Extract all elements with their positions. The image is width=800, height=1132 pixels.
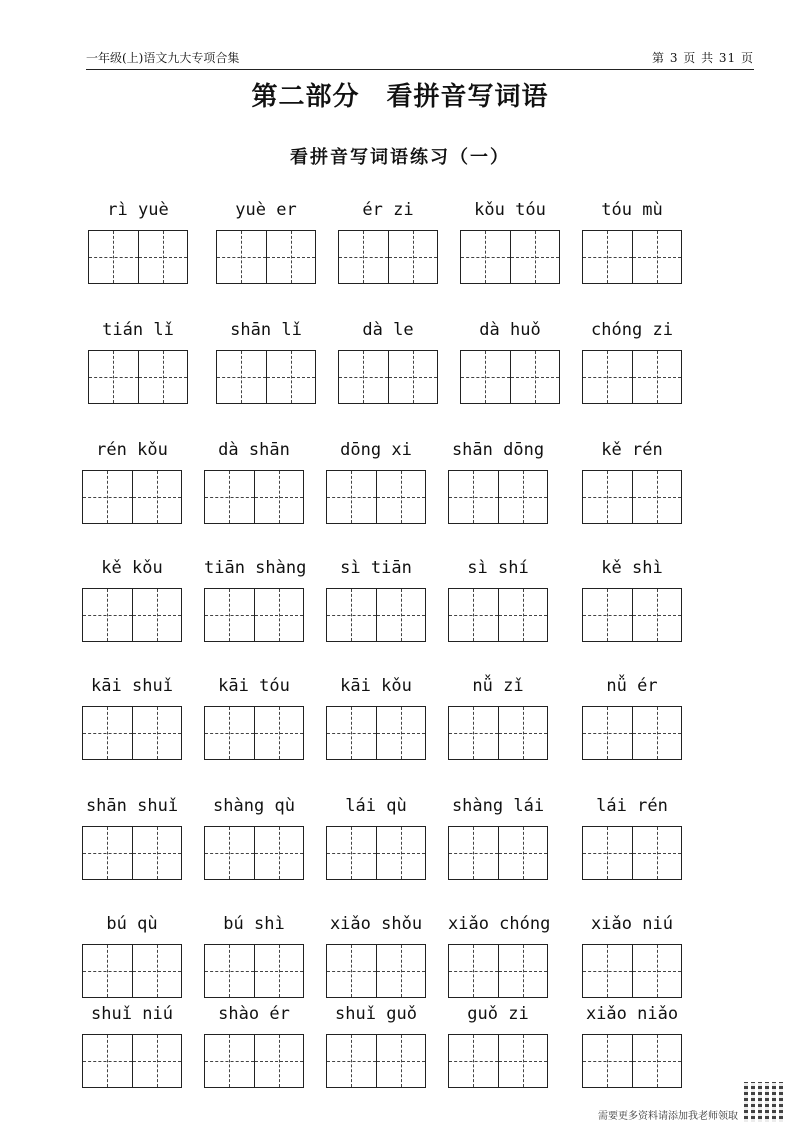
tianzige-box[interactable] xyxy=(327,589,376,641)
writing-grid xyxy=(460,350,560,404)
exercise-row xyxy=(0,558,800,658)
word-exercise xyxy=(338,200,442,284)
writing-grid xyxy=(326,706,426,760)
writing-grid xyxy=(448,826,548,880)
word-exercise xyxy=(82,796,186,880)
tianzige-box[interactable] xyxy=(217,231,266,283)
writing-grid xyxy=(448,706,548,760)
pinyin-label: guǒ zi xyxy=(467,1004,529,1024)
word-exercise xyxy=(326,558,430,642)
tianzige-box[interactable] xyxy=(632,707,682,759)
writing-grid xyxy=(338,350,438,404)
tianzige-box[interactable] xyxy=(254,827,304,879)
writing-grid xyxy=(204,826,304,880)
tianzige-box[interactable] xyxy=(89,231,138,283)
tianzige-box[interactable] xyxy=(89,351,138,403)
tianzige-box[interactable] xyxy=(632,1035,682,1087)
writing-grid xyxy=(582,944,682,998)
book-title: 一年级(上)语文九大专项合集 xyxy=(86,51,240,65)
writing-grid xyxy=(448,588,548,642)
pinyin-label: tiān shàng xyxy=(204,558,307,578)
tianzige-box[interactable] xyxy=(449,707,498,759)
tianzige-box[interactable] xyxy=(632,471,682,523)
writing-grid xyxy=(204,706,304,760)
word-exercise xyxy=(204,676,308,760)
tianzige-box[interactable] xyxy=(132,589,182,641)
writing-grid xyxy=(582,1034,682,1088)
tianzige-box[interactable] xyxy=(388,351,438,403)
word-exercise xyxy=(216,200,320,284)
pinyin-label: dà le xyxy=(362,320,414,340)
tianzige-box[interactable] xyxy=(498,471,548,523)
word-exercise xyxy=(448,914,552,998)
tianzige-box[interactable] xyxy=(449,471,498,523)
word-exercise xyxy=(582,558,686,642)
tianzige-box[interactable] xyxy=(266,351,316,403)
tianzige-box[interactable] xyxy=(327,471,376,523)
pinyin-label: tián lǐ xyxy=(102,320,174,340)
tianzige-box[interactable] xyxy=(583,707,632,759)
pinyin-label: xiǎo niú xyxy=(591,914,673,934)
pinyin-label: xiǎo chóng xyxy=(448,914,551,934)
pinyin-label: kě rén xyxy=(601,440,663,460)
tianzige-box[interactable] xyxy=(254,471,304,523)
writing-grid xyxy=(88,230,188,284)
tianzige-box[interactable] xyxy=(83,945,132,997)
writing-grid xyxy=(582,588,682,642)
pinyin-label: lái qù xyxy=(345,796,407,816)
pinyin-label: shān lǐ xyxy=(230,320,302,340)
tianzige-box[interactable] xyxy=(498,589,548,641)
tianzige-box[interactable] xyxy=(217,351,266,403)
tianzige-box[interactable] xyxy=(583,589,632,641)
word-exercise xyxy=(82,1004,186,1088)
pinyin-label: dà shān xyxy=(218,440,290,460)
tianzige-box[interactable] xyxy=(132,471,182,523)
tianzige-box[interactable] xyxy=(83,1035,132,1087)
tianzige-box[interactable] xyxy=(510,231,560,283)
tianzige-box[interactable] xyxy=(632,231,682,283)
tianzige-box[interactable] xyxy=(498,945,548,997)
tianzige-box[interactable] xyxy=(583,231,632,283)
writing-grid xyxy=(448,1034,548,1088)
word-exercise xyxy=(326,796,430,880)
pinyin-label: rén kǒu xyxy=(96,440,168,460)
pinyin-label: nǚ ér xyxy=(606,676,658,696)
tianzige-box[interactable] xyxy=(632,945,682,997)
exercise-row xyxy=(0,1004,800,1104)
tianzige-box[interactable] xyxy=(138,231,188,283)
writing-grid xyxy=(582,350,682,404)
tianzige-box[interactable] xyxy=(632,589,682,641)
writing-grid xyxy=(326,944,426,998)
word-exercise xyxy=(460,200,564,284)
tianzige-box[interactable] xyxy=(327,945,376,997)
word-exercise xyxy=(448,796,552,880)
word-exercise xyxy=(582,796,686,880)
word-exercise xyxy=(82,558,186,642)
tianzige-box[interactable] xyxy=(498,707,548,759)
word-exercise xyxy=(82,440,186,524)
word-exercise xyxy=(204,440,308,524)
word-exercise xyxy=(582,914,686,998)
writing-grid xyxy=(204,1034,304,1088)
exercise-row xyxy=(0,440,800,540)
pinyin-label: nǚ zǐ xyxy=(472,676,524,696)
tianzige-box[interactable] xyxy=(138,351,188,403)
word-exercise xyxy=(448,1004,552,1088)
tianzige-box[interactable] xyxy=(132,707,182,759)
tianzige-box[interactable] xyxy=(83,589,132,641)
page-header xyxy=(86,46,754,70)
pinyin-label: bú qù xyxy=(106,914,158,934)
tianzige-box[interactable] xyxy=(632,827,682,879)
footer-note: 需要更多资料请添加我老师领取 xyxy=(598,1111,738,1122)
pinyin-label: kě kǒu xyxy=(101,558,163,578)
exercise-title: 看拼音写词语练习（一） xyxy=(290,147,510,168)
word-exercise xyxy=(326,440,430,524)
tianzige-box[interactable] xyxy=(327,707,376,759)
word-exercise xyxy=(582,320,686,404)
word-exercise xyxy=(204,796,308,880)
pinyin-label: lái rén xyxy=(596,796,668,816)
pinyin-label: tóu mù xyxy=(601,200,663,220)
writing-grid xyxy=(82,588,182,642)
tianzige-box[interactable] xyxy=(132,827,182,879)
tianzige-box[interactable] xyxy=(205,1035,254,1087)
word-exercise xyxy=(326,676,430,760)
tianzige-box[interactable] xyxy=(376,589,426,641)
writing-grid xyxy=(338,230,438,284)
word-exercise xyxy=(326,914,430,998)
word-exercise xyxy=(582,440,686,524)
tianzige-box[interactable] xyxy=(205,471,254,523)
pinyin-label: yuè er xyxy=(235,200,297,220)
writing-grid xyxy=(216,230,316,284)
writing-grid xyxy=(82,1034,182,1088)
page-title: 第二部分 看拼音写词语 xyxy=(251,82,549,112)
exercise-row xyxy=(0,796,800,896)
word-exercise xyxy=(448,676,552,760)
writing-grid xyxy=(582,470,682,524)
tianzige-box[interactable] xyxy=(449,1035,498,1087)
pinyin-label: shào ér xyxy=(218,1004,290,1024)
tianzige-box[interactable] xyxy=(339,231,388,283)
word-exercise xyxy=(582,1004,686,1088)
tianzige-box[interactable] xyxy=(83,471,132,523)
writing-grid xyxy=(448,944,548,998)
writing-grid xyxy=(326,826,426,880)
tianzige-box[interactable] xyxy=(83,707,132,759)
pinyin-label: dōng xi xyxy=(340,440,412,460)
pinyin-label: shān shuǐ xyxy=(85,796,179,816)
tianzige-box[interactable] xyxy=(376,827,426,879)
writing-grid xyxy=(448,470,548,524)
tianzige-box[interactable] xyxy=(132,945,182,997)
tianzige-box[interactable] xyxy=(132,1035,182,1087)
tianzige-box[interactable] xyxy=(461,231,510,283)
writing-grid xyxy=(204,944,304,998)
tianzige-box[interactable] xyxy=(339,351,388,403)
writing-grid xyxy=(82,944,182,998)
writing-grid xyxy=(582,230,682,284)
tianzige-box[interactable] xyxy=(327,1035,376,1087)
word-exercise xyxy=(88,200,192,284)
exercise-row xyxy=(0,676,800,776)
pinyin-label: kě shì xyxy=(601,558,663,578)
pinyin-label: kǒu tóu xyxy=(474,200,546,220)
tianzige-box[interactable] xyxy=(205,589,254,641)
word-exercise xyxy=(204,558,308,642)
tianzige-box[interactable] xyxy=(205,945,254,997)
tianzige-box[interactable] xyxy=(254,589,304,641)
writing-grid xyxy=(82,470,182,524)
pinyin-label: rì yuè xyxy=(107,200,169,220)
tianzige-box[interactable] xyxy=(449,827,498,879)
tianzige-box[interactable] xyxy=(583,945,632,997)
tianzige-box[interactable] xyxy=(376,707,426,759)
word-exercise xyxy=(82,676,186,760)
tianzige-box[interactable] xyxy=(583,471,632,523)
tianzige-box[interactable] xyxy=(461,351,510,403)
tianzige-box[interactable] xyxy=(83,827,132,879)
tianzige-box[interactable] xyxy=(632,351,682,403)
word-exercise xyxy=(582,676,686,760)
word-exercise xyxy=(326,1004,430,1088)
pinyin-label: ér zi xyxy=(362,200,414,220)
writing-grid xyxy=(582,826,682,880)
tianzige-box[interactable] xyxy=(498,827,548,879)
pinyin-label: xiǎo shǒu xyxy=(329,914,423,934)
writing-grid xyxy=(88,350,188,404)
pinyin-label: shàng lái xyxy=(451,796,545,816)
qr-code-icon xyxy=(744,1082,784,1122)
pinyin-label: kāi kǒu xyxy=(340,676,412,696)
exercise-row xyxy=(0,320,800,420)
tianzige-box[interactable] xyxy=(205,827,254,879)
word-exercise xyxy=(204,1004,308,1088)
tianzige-box[interactable] xyxy=(376,945,426,997)
writing-grid xyxy=(204,588,304,642)
tianzige-box[interactable] xyxy=(449,589,498,641)
tianzige-box[interactable] xyxy=(583,1035,632,1087)
tianzige-box[interactable] xyxy=(388,231,438,283)
tianzige-box[interactable] xyxy=(583,351,632,403)
word-exercise xyxy=(460,320,564,404)
tianzige-box[interactable] xyxy=(510,351,560,403)
word-exercise xyxy=(82,914,186,998)
tianzige-box[interactable] xyxy=(254,707,304,759)
tianzige-box[interactable] xyxy=(266,231,316,283)
writing-grid xyxy=(82,826,182,880)
pinyin-label: xiǎo niǎo xyxy=(585,1004,679,1024)
pinyin-label: dà huǒ xyxy=(479,320,541,340)
pinyin-label: shuǐ guǒ xyxy=(335,1004,417,1024)
writing-grid xyxy=(216,350,316,404)
pinyin-label: chóng zi xyxy=(591,320,673,340)
pinyin-label: shàng qù xyxy=(213,796,295,816)
word-exercise xyxy=(582,200,686,284)
writing-grid xyxy=(326,588,426,642)
tianzige-box[interactable] xyxy=(254,945,304,997)
writing-grid xyxy=(82,706,182,760)
writing-grid xyxy=(326,1034,426,1088)
pinyin-label: shuǐ niú xyxy=(91,1004,173,1024)
exercise-row xyxy=(0,914,800,1014)
word-exercise xyxy=(448,558,552,642)
tianzige-box[interactable] xyxy=(376,1035,426,1087)
pinyin-label: kāi shuǐ xyxy=(91,676,173,696)
pinyin-label: sì tiān xyxy=(340,558,412,578)
tianzige-box[interactable] xyxy=(583,827,632,879)
word-exercise xyxy=(448,440,552,524)
tianzige-box[interactable] xyxy=(254,1035,304,1087)
tianzige-box[interactable] xyxy=(376,471,426,523)
word-exercise xyxy=(88,320,192,404)
tianzige-box[interactable] xyxy=(205,707,254,759)
tianzige-box[interactable] xyxy=(327,827,376,879)
word-exercise xyxy=(216,320,320,404)
pinyin-label: bú shì xyxy=(223,914,285,934)
tianzige-box[interactable] xyxy=(498,1035,548,1087)
tianzige-box[interactable] xyxy=(449,945,498,997)
pinyin-label: kāi tóu xyxy=(218,676,290,696)
writing-grid xyxy=(582,706,682,760)
page-number: 第 3 页 共 31 页 xyxy=(652,51,754,65)
word-exercise xyxy=(204,914,308,998)
writing-grid xyxy=(326,470,426,524)
word-exercise xyxy=(338,320,442,404)
pinyin-label: sì shí xyxy=(467,558,529,578)
pinyin-label: shān dōng xyxy=(451,440,545,460)
exercise-row xyxy=(0,200,800,300)
writing-grid xyxy=(460,230,560,284)
writing-grid xyxy=(204,470,304,524)
